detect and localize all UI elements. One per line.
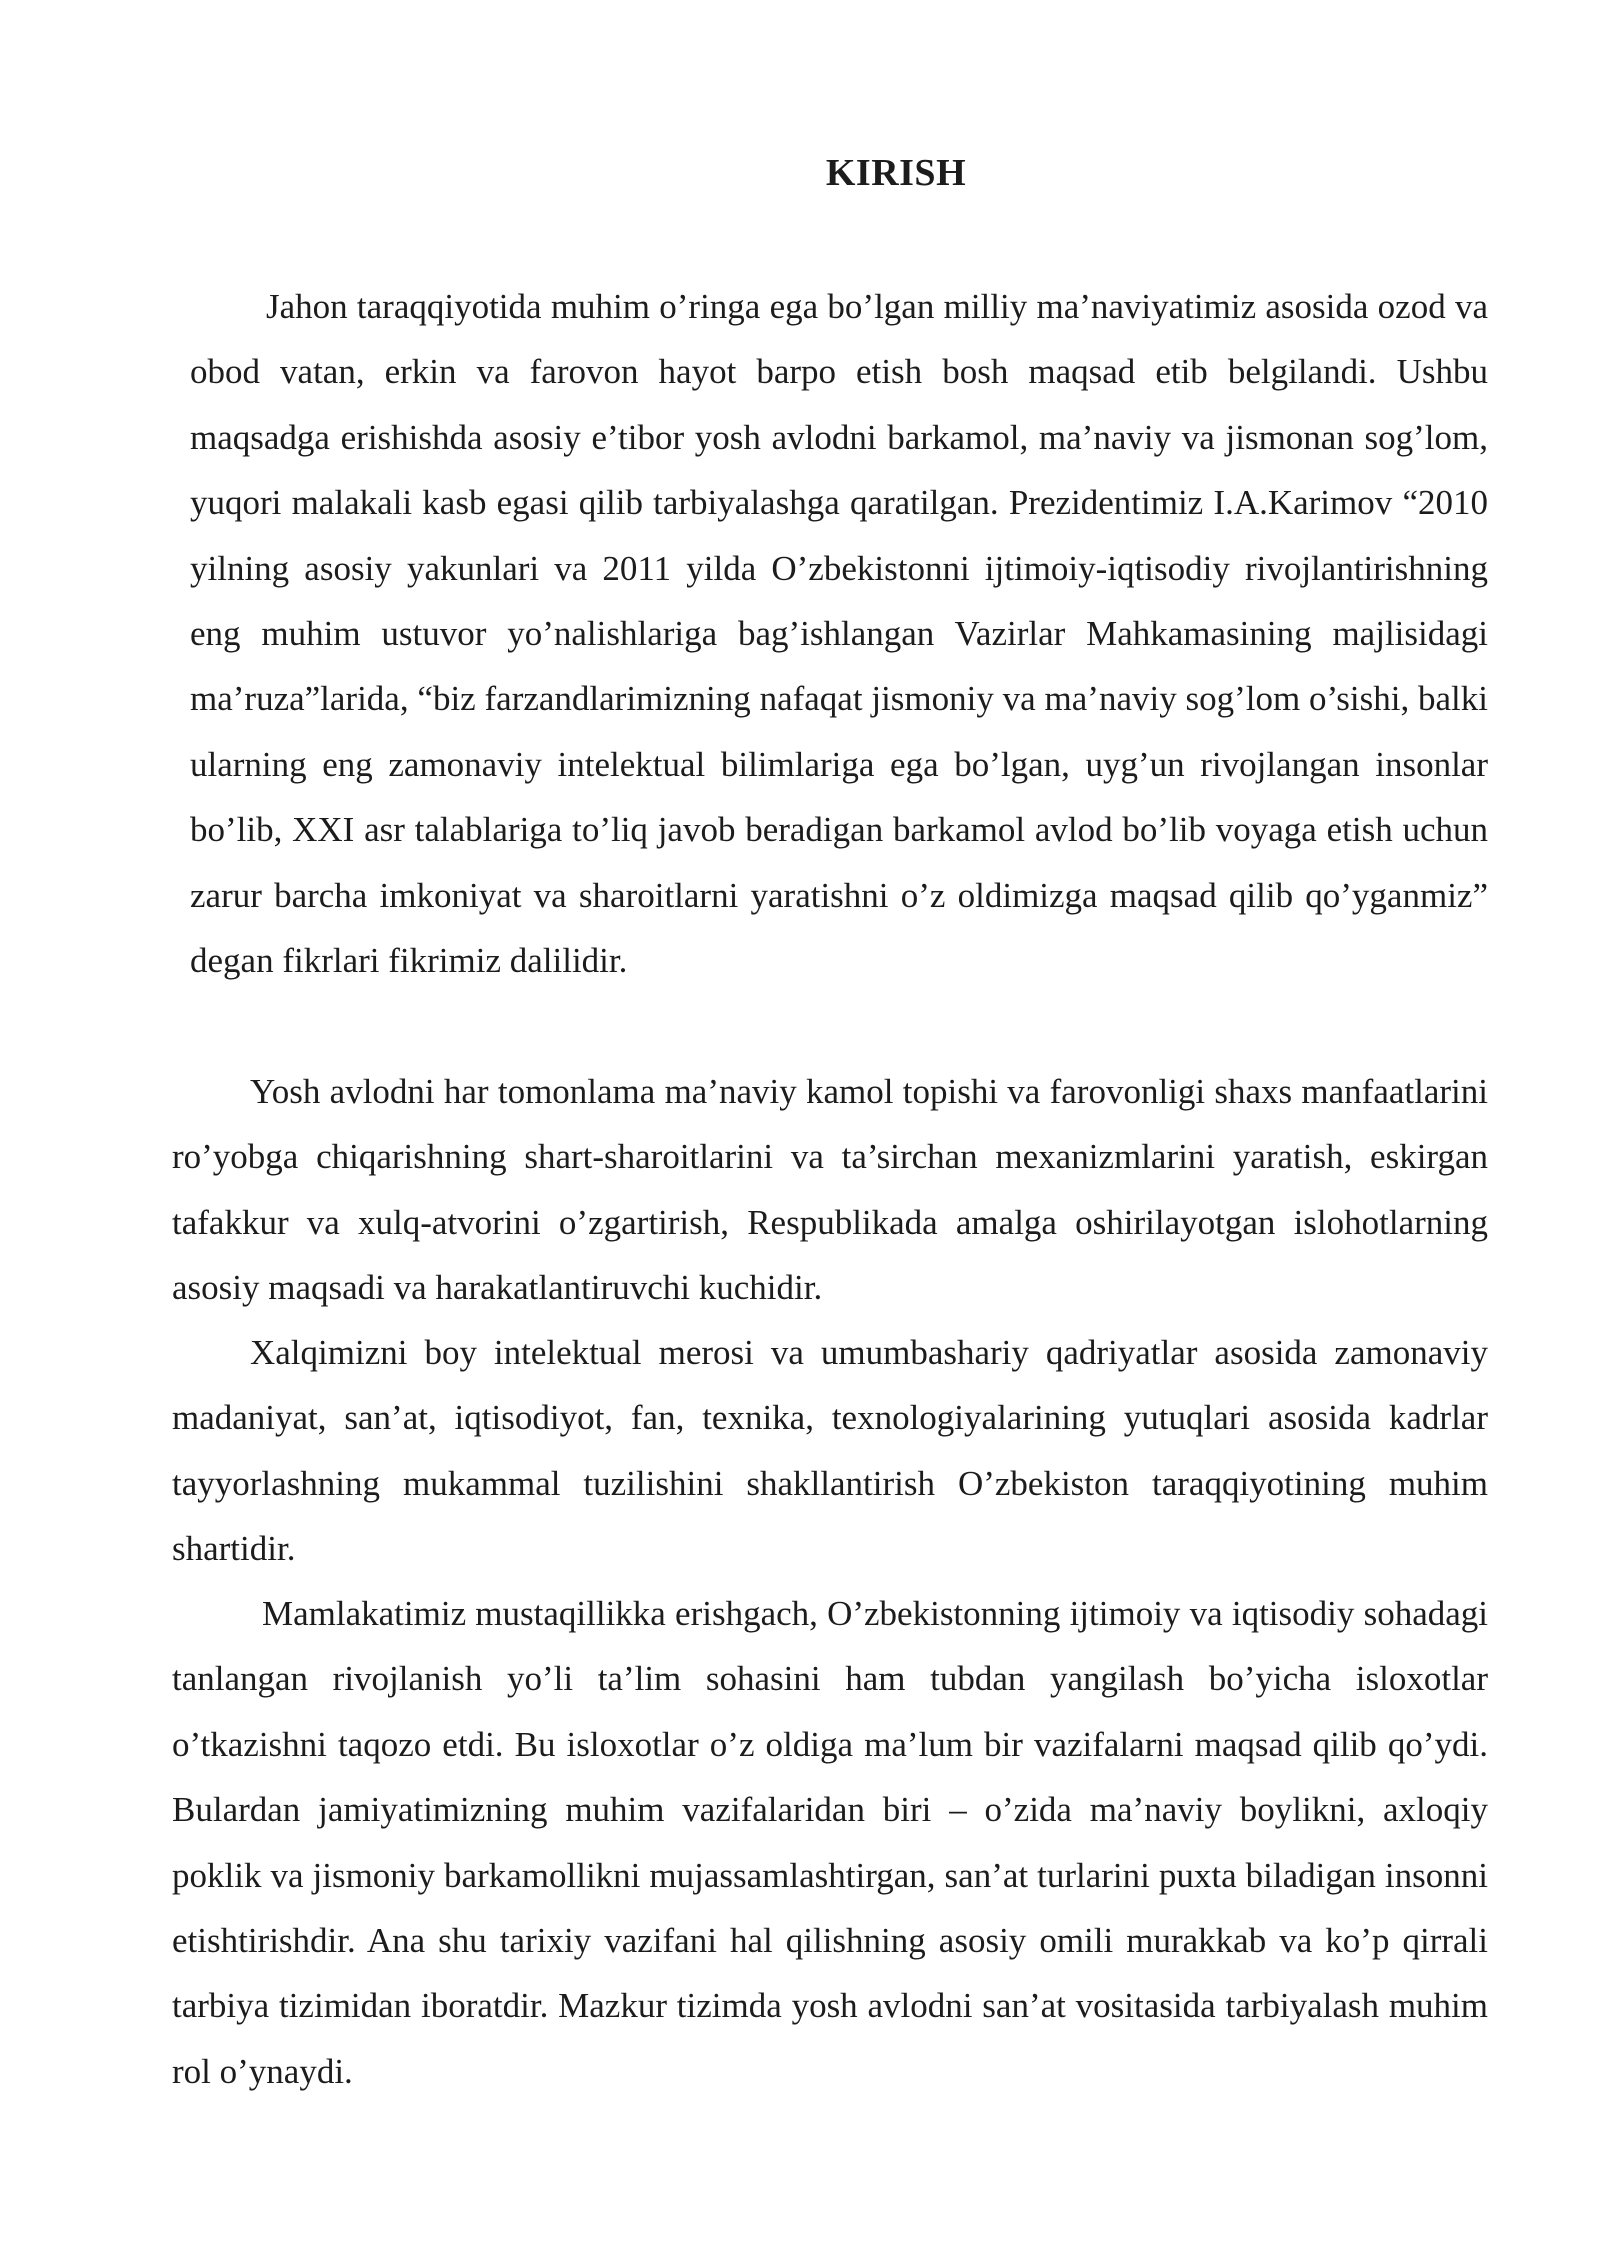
- paragraph-1: Jahon taraqqiyotida muhim o’ringa ega bo’lgan milliy ma’naviyatimiz asosida ozod va obod vatan, erkin va farovon hayot barpo etish bosh maqsad etib belgilandi. Ushbu maqsadga erishishda asosiy e’tibor yosh avlodni barkamol, ma’naviy va jismonan sog’lom, yuqori malakali kasb egasi qilib tarbiyalashga qaratilgan. Prezidentimiz I.A.Karimov “2010 yilning asosiy yakunlari va 2011 yilda O’zbekistonni ijtimoiy-iqtisodiy rivojlantirishning eng muhim ustuvor yo’nalishlariga bag’ishlangan Vazirlar Mahkamasining majlisidagi ma’ruza”larida, “biz farzandlarimizning nafaqat jismoniy va ma’naviy sog’lom o’sishi, balki ularning eng zamonaviy intelektual bilimlariga ega bo’lgan, uyg’un rivojlangan insonlar bo’lib, XXI asr talablariga to’liq javob beradigan barkamol avlod bo’lib voyaga etish uchun zarur barcha imkoniyat va sharoitlarni yaratishni o’z oldimizga maqsad qilib qo’yganmiz” degan fikrlari fikrimiz dalilidir.: [190, 287, 1488, 981]
- paragraph-2: Yosh avlodni har tomonlama ma’naviy kamol topishi va farovonligi shaxs manfaatlarini ro’yobga chiqarishning shart-sharoitlarini va ta’sirchan mexanizmlarini yaratish, eskirgan tafakkur va xulq-atvorini o’zgartirish, Respublikada amalga oshirilayotgan islohotlarning asosiy maqsadi va harakatlantiruvchi kuchidir.: [172, 1072, 1488, 1308]
- paragraph-4: Mamlakatimiz mustaqillikka erishgach, O’zbekistonning ijtimoiy va iqtisodiy sohadagi tanlangan rivojlanish yo’li ta’lim sohasini ham tubdan yangilash bo’yicha isloxotlar o’tkazishni taqozo etdi. Bu isloxotlar o’z oldiga ma’lum bir vazifalarni maqsad qilib qo’ydi. Bulardan jamiyatimizning muhim vazifalaridan biri – o’zida ma’naviy boylikni, axloqiy poklik va jismoniy barkamollikni mujassamlashtirgan, san’at turlarini puxta biladigan insonni etishtirishdir. Ana shu tarixiy vazifani hal qilishning asosiy omili murakkab va ko’p qirrali tarbiya tizimidan iboratdir. Mazkur tizimda yosh avlodni san’at vositasida tarbiyalash muhim rol o’ynaydi.: [172, 1594, 1488, 2091]
- paragraph-3: Xalqimizni boy intelektual merosi va umumbashariy qadriyatlar asosida zamonaviy madaniyat, san’at, iqtisodiyot, fan, texnika, texnologiyalarining yutuqlari asosida kadrlar tayyorlashning mukammal tuzilishini shakllantirish O’zbekiston taraqqiyotining muhim shartidir.: [172, 1333, 1488, 1569]
- page-heading: KIRISH: [825, 152, 967, 194]
